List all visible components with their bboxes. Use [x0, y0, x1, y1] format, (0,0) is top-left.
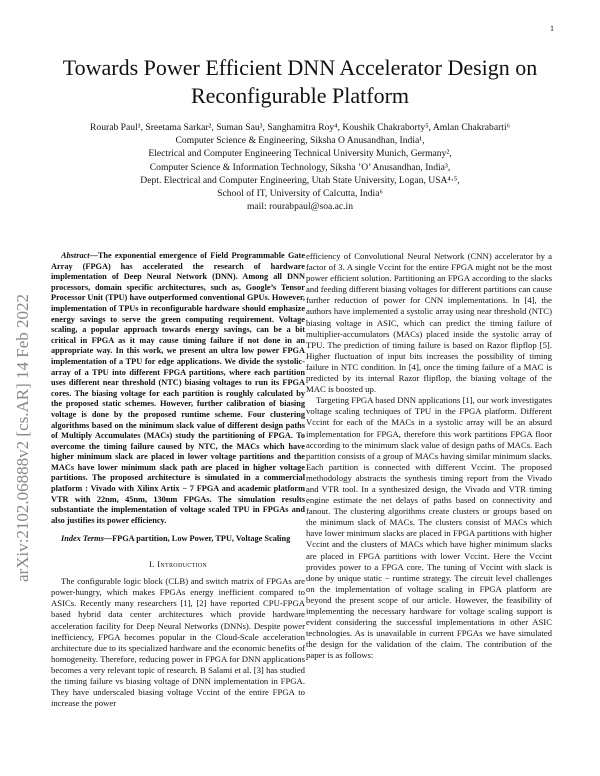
abstract-text: —The exponential emergence of Field Programmable Gate Array (FPGA) has accelerated the research of hardware implementation of Deep Neural Network (DNN). Among all DNN processors, domain specific architectures, such as, Google’s Tensor Processor Unit (TPU) have outperformed conventional GPUs. However, implementation of TPUs in reconfigurable hardware should emphasize energy savings to serve the green computing requirement. Voltage scaling, a popular approach towards energy savings, can be a bit critical in FPGA as it may cause timing failure if not done in an appropriate way. In this work, we present an ultra low power FPGA implementation of a TPU for edge applications. We divide the systolic-array of a TPU into different FPGA partitions, where each partition uses different near threshold (NTC) biasing voltages to run its FPGA cores. The biasing voltage for each partition is roughly calculated by the proposed static schemes. However, further calibration of biasing voltage is done by the proposed runtime scheme. Four clustering algorithms based on the minimum slack value of different design paths of Multiply Accumulates (MACs) study the partitioning of FPGA. To overcome the timing failure caused by NTC, the MACs which have higher minimum slack are placed in lower voltage partitions and the MACs have lower minimum slack path are placed in higher voltage partitions. The proposed architecture is simulated in a commercial platform : Vivado with Xilinx Artix − 7 FPGA and academic platform VTR with 22nm, 45nm, 130nm FPGAs. The simulation results substantiate the implementation of voltage scaled TPU in FPGAs and also justifies its power efficiency. — [51, 251, 305, 525]
affiliation-line: Dept. Electrical and Computer Engineering, Utah State University, Logan, USA⁴·⁵, — [140, 174, 460, 186]
paper-title: Towards Power Efficient DNN Accelerator Design on Reconfigurable Platform — [62, 55, 538, 108]
affiliation-line: Computer Science & Information Technology, Siksha ’O’ Anusandhan, India³, — [149, 161, 451, 173]
index-terms-text: —FPGA partition, Low Power, TPU, Voltage Scaling — [103, 534, 291, 544]
left-column — [51, 251, 305, 709]
body-paragraph: The configurable logic block (CLB) and switch matrix of FPGAs are power-hungry, which makes FPGAs energy inefficient compared to ASICs. Recently many researchers [1], [2] have reported CPU-FPGA based hybrid data center architectures which provide hardware acceleration facility for Deep Neural Networks (DNNs). Despite power inefficiency, FPGA becomes popular in the Cloud-Scale acceleration architecture due to its specialized hardware and the economic benefits of homogeneity. Therefore, reducing power in FPGA for DNN applications becomes a very relevant topic of research. B Salami et al. [3] has studied the timing failure vs biasing voltage of DNN implementation in FPGA. They have underscaled biasing voltage Vccint of the entire FPGA to increase the power — [51, 576, 305, 709]
index-terms — [51, 534, 305, 545]
page-number: 1 — [550, 24, 554, 33]
index-terms-label: Index Terms — [61, 534, 104, 544]
contact-email: mail: rourabpaul@soa.ac.in — [246, 201, 354, 213]
author-list: Rourab Paul¹, Sreetama Sarkar², Suman Sau³, Sanghamitra Roy⁴, Koushik Chakraborty⁵, Amlan Chakrabarti⁶ — [90, 122, 510, 133]
affiliation-line: School of IT, University of Calcutta, India⁶ — [217, 188, 383, 200]
affiliation-line: Electrical and Computer Engineering Technical University Munich, Germany², — [148, 148, 452, 160]
body-paragraph: Targeting FPGA based DNN applications [1], our work investigates voltage scaling techniques of TPU in the FPGA platform. Different Vccint for each of the MACs in a systolic array will be an absurd implementation for FPGA, therefore this work partitions FPGA floor according to the minimum slack value of design paths of MACs. Each partition consists of a group of MACs having similar minimum slacks. Each partition is connected with different Vccint. The proposed methodology abstracts the synthesis timing report from the Vivado and VTR tool. In a synthesized design, the Vivado and VTR timing engine estimate the net delays of paths based on connectivity and fanout. The clustering algorithms create clusters or groups based on the minimum slack of MACs. The clusters consist of MACs which have lower minimum slacks are placed in FPGA partitions with higher Vccint and the clusters of MACs which have higher minimum slacks are placed in FPGA partitions with lower Vccint. Here the Vccint provides power to a FPGA core. The tuning of Vccint with slack is done by unique static − runtime strategy. The circuit level challenges on the implementation of voltage scaling in FPGA platform are beyond the present scope of our article. However, the feasibility of implementing the necessary hardware for voltage scaling support is evident considering the successful implementations in other ASIC technologies. As is unavailable in current FPGAs we have simulated the design for the validation of the claim. The contribution of the paper is as follows: — [306, 395, 552, 661]
right-column — [306, 251, 552, 661]
abstract-label: Abstract — [61, 251, 90, 260]
section-heading: I. Introduction — [148, 559, 208, 570]
arxiv-identifier-stamp — [6, 190, 36, 590]
abstract — [51, 251, 305, 526]
arxiv-identifier-text: arXiv:2102.06888v2 [cs.AR] 14 Feb 2022 — [13, 293, 32, 582]
affiliation-line: Computer Science & Engineering, Siksha O Anusandhan, India¹, — [175, 135, 425, 147]
author-affiliations — [40, 121, 560, 213]
body-paragraph: efficiency of Convolutional Neural Network (CNN) accelerator by a factor of 3. A single Vccint for the entire FPGA might not be the most power efficient solution. Partitioning an FPGA according to the slacks and feeding different biasing voltages for different partitions can cause further reduction of power for CNN implementations. In [4], the authors have implemented a systolic array using near threshold (NTC) biasing voltage in ASIC, which can predict the timing failure of multiplier-accumulators (MACs) placed inside the systolic array of TPU. The prediction of timing failure is based on Razor flipflop [5]. Higher fluctuation of input bits increases the possibility of timing failure in NTC condition. In [4], once the timing failure of a MAC is predicted by its internal Razor flipflop, the biasing voltage of the MAC is boosted up. — [306, 251, 552, 395]
